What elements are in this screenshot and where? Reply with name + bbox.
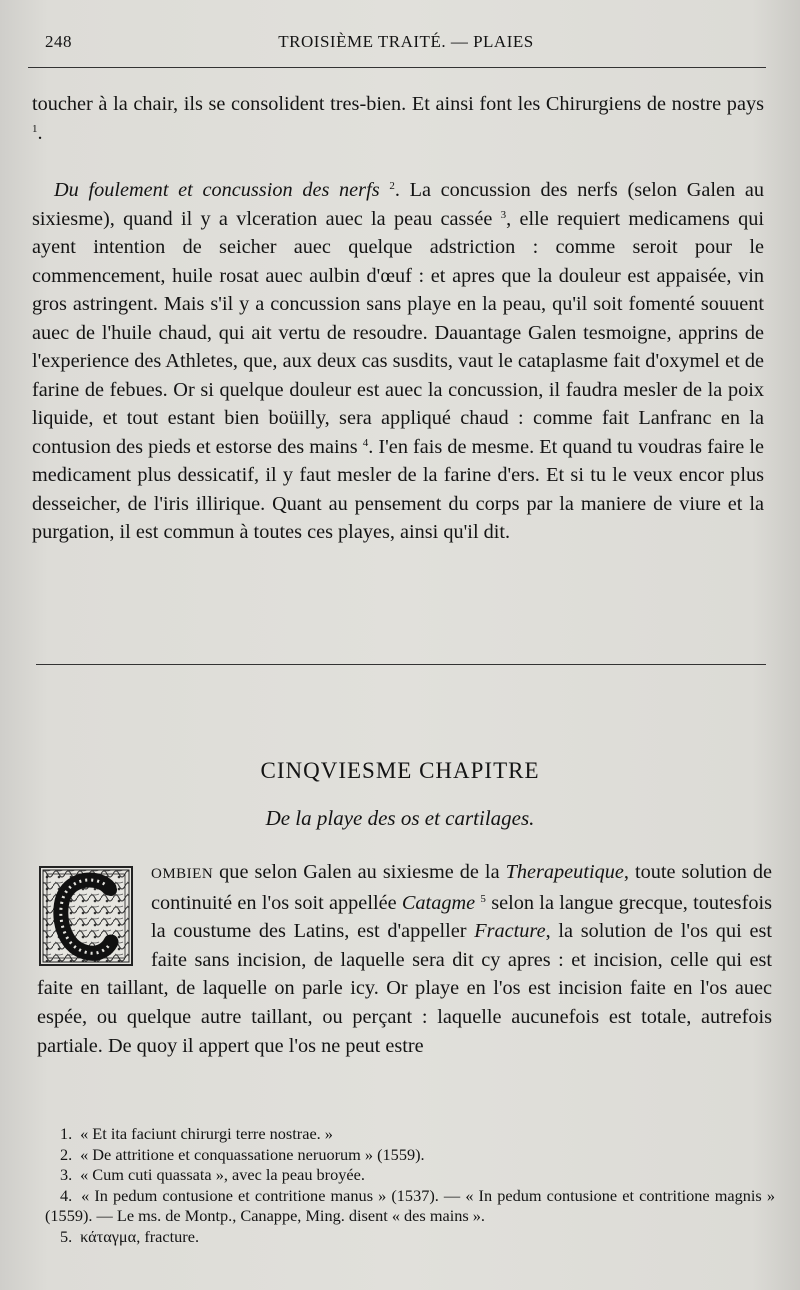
section-heading-italic: Du foulement et concussion des nerfs <box>54 179 380 201</box>
page-header <box>45 32 767 58</box>
continuation-paragraph: toucher à la chair, ils se consolident tres-bien. Et ainsi font les Chirurgiens de nostre pays $^1$. <box>32 93 764 144</box>
note-ref-4[interactable]: 4 <box>362 436 369 449</box>
footnotes <box>45 1124 775 1247</box>
note-ref-5[interactable]: 5 <box>480 892 486 905</box>
chapter-title: CINQVIESME CHAPITRE <box>260 758 540 783</box>
footnote-5: 5. κάταγμα, fracture. <box>60 1226 200 1246</box>
footnote-1: 1. « Et ita faciunt chirurgi terre nostrae. » <box>60 1124 333 1143</box>
note-ref-2[interactable]: 2 <box>389 179 395 192</box>
footnote-3: 3. « Cum cuti quassata », avec la peau broyée. <box>60 1165 365 1184</box>
header-rule <box>28 67 766 68</box>
chapter-subtitle: De la playe des os et cartilages. <box>265 806 535 830</box>
footnote-4: 4. « In pedum contusione et contritione manus » (1537). — « In pedum contusione et contritione magnis » (1559). — Le ms. de Montp., Canappe, Ming. disent « des mains ». <box>45 1185 775 1225</box>
term-therapeutique: Therapeutique <box>505 861 624 883</box>
running-title: TROISIÈME TRAITÉ. — PLAIES <box>278 32 534 51</box>
term-catagme: Catagme <box>401 891 476 914</box>
page-number: 248 <box>45 32 72 51</box>
note-ref-1[interactable]: 1 <box>32 122 38 135</box>
note-ref-3[interactable]: 3 <box>500 208 507 221</box>
nerves-paragraph: Du foulement et concussion des nerfs $^2$. La concussion des nerfs (selon Galen au sixiesme), quand il y a vlceration auec la peau cassée $^3$, elle requiert medicamens qui ayent intention de seicher auec quelque adstriction : comme seroit pour le commencement, huile rosat auec aulbin d'œuf : et apres que la douleur est appaisée, vin gros astringent. Mais s'il y a concussion sans playe en la peau, qu'il soit fomenté souuent auec de l'huile chaud, qui ait vertu de resoudre. Dauantage Galen tesmoigne, apprins de l'experience des Athletes, que, aux deux cas susdits, vaut le cataplasme fait d'oxymel et de farine de febues. Or si quelque douleur est auec la concussion, il faudra mesler de la poix liquide, et tout estant bien boüilly, sera appliqué chaud : comme fait Lanfranc en la contusion des pieds et estorse des mains $^4$. I'en fais de mesme. Et quand tu voudras faire le medicament plus dessicatif, il y faut mesler de la farine d'ers. Et si tu le veux encor plus desseicher, de l'iris illirique. Quant au pensement du corps par la maniere de viure et la purgation, il est commun à toutes ces playes, ainsi qu'il dit. <box>32 179 765 543</box>
footnote-2: 2. « De attritione et conquassatione neruorum » (1559). <box>60 1144 425 1164</box>
term-fracture: Fracture <box>474 920 546 943</box>
section-divider <box>36 664 766 665</box>
incipit-smallcaps: OMBIEN <box>151 866 214 882</box>
chapter-body: OMBIEN que selon Galen au sixiesme de la Therapeutique, toute solution de continuité en l'os soit appellée Catagme $^5$ selon la langue grecque, toutesfois la coustume des Latins, est d'appeller Fracture, la solution de l'os qui est faite sans incision, de laquelle sera dit cy apres : et incision, celle qui est faite en taillant, de laquelle on parle icy. Or playe en l'os est incision faite en l'os auec espée, ou quelque autre taillant, ou perçant : laquelle aucunefois est totale, autrefois partiale. De quoy il appert que l'os ne peut estre <box>37 861 772 1057</box>
